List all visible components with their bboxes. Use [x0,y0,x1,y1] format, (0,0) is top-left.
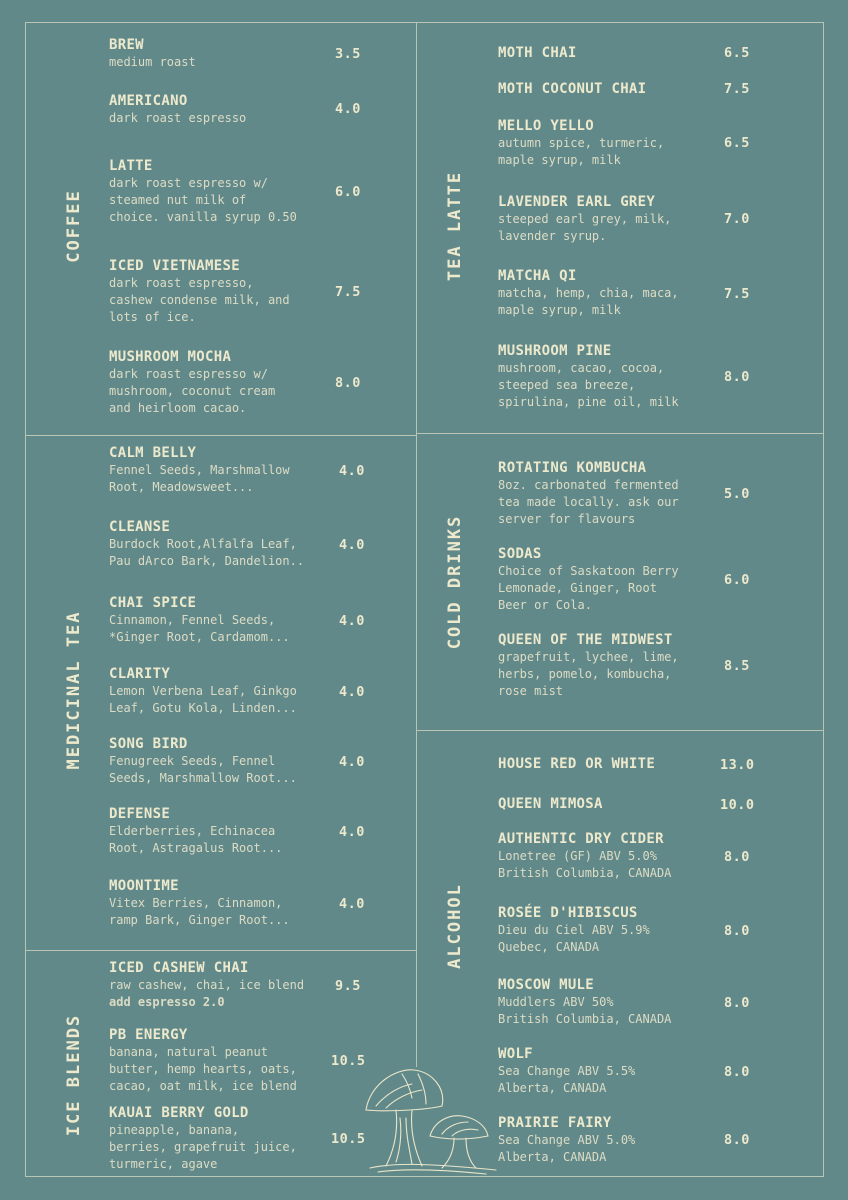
item-price: 3.5 [335,46,361,62]
mushroom-illustration-icon [356,1058,506,1176]
item-price: 8.5 [724,658,750,674]
item-desc: pineapple, banana, berries, grapefruit juice, turmeric, agave [109,1123,297,1171]
item-desc: grapefruit, lychee, lime, herbs, pomelo, kombucha, rose mist [498,650,679,698]
item-desc: Lonetree (GF) ABV 5.0% British Columbia, CANADA [498,849,672,880]
item-desc: dark roast espresso w/ steamed nut milk of choice. vanilla syrup 0.50 [109,176,297,224]
menu-item-defense [109,805,282,857]
menu-item-cleanse [109,518,304,570]
menu-item-iced-cashew-chai [109,959,304,1011]
item-name: DEFENSE [109,806,171,822]
item-name: MELLO YELLO [498,118,595,134]
menu-item-wolf [498,1045,635,1097]
menu-item-calm-belly [109,444,290,496]
item-name: CLEANSE [109,519,171,535]
menu-item-queen-mimosa [498,795,603,813]
item-price: 4.0 [339,754,365,770]
item-name: CLARITY [109,666,171,682]
item-price: 8.0 [724,849,750,865]
divider-tealatte-cold [416,433,823,434]
item-name: LAVENDER EARL GREY [498,194,656,210]
item-desc: Sea Change ABV 5.5% Alberta, CANADA [498,1064,636,1095]
menu-item-moth-coconut-chai [498,80,646,98]
item-desc: mushroom, cacao, cocoa, steeped sea breeze, spirulina, pine oil, milk [498,361,679,409]
item-price: 4.0 [339,684,365,700]
item-desc: banana, natural peanut butter, hemp hearts, oats, cacao, oat milk, ice blend [109,1045,297,1093]
menu-item-mushroom-mocha [109,348,275,417]
menu-item-moscow-mule [498,976,671,1028]
menu-item-house-red-or-white [498,755,655,773]
item-name: CALM BELLY [109,445,197,461]
item-price: 7.5 [724,81,750,97]
menu-item-mushroom-pine [498,342,679,411]
menu-item-lavender-earl-grey [498,193,671,245]
item-price: 4.0 [339,896,365,912]
menu-item-moontime [109,877,290,929]
menu-item-sodas [498,545,679,614]
item-price: 4.0 [339,824,365,840]
item-price: 8.0 [724,1132,750,1148]
item-name: SONG BIRD [109,736,188,752]
menu-item-mello-yello [498,117,664,169]
menu-item-rotating-kombucha [498,459,679,528]
item-name: WOLF [498,1046,533,1062]
item-name: MATCHA QI [498,268,577,284]
item-name: ROSÉE D'HIBISCUS [498,905,638,921]
item-desc: Vitex Berries, Cinnamon, ramp Bark, Ginger Root... [109,896,290,927]
item-desc: Sea Change ABV 5.0% Alberta, CANADA [498,1133,636,1164]
item-desc: raw cashew, chai, ice blend [109,978,305,992]
item-desc: Choice of Saskatoon Berry Lemonade, Ginger, Root Beer or Cola. [498,564,679,612]
item-price: 6.5 [724,45,750,61]
menu-item-clarity [109,665,297,717]
item-price: 4.0 [339,537,365,553]
item-price: 10.5 [331,1053,366,1069]
item-add-on [109,994,304,1011]
item-price: 8.0 [724,923,750,939]
section-alcohol-title: ALCOHOL [445,883,465,969]
item-name: PRAIRIE FAIRY [498,1115,612,1131]
menu-item-matcha-qi [498,267,679,319]
item-price: 6.0 [335,184,361,200]
item-name: CHAI SPICE [109,595,197,611]
menu-item-americano [109,92,246,127]
item-name: MOSCOW MULE [498,977,595,993]
item-desc: autumn spice, turmeric, maple syrup, milk [498,136,665,167]
item-desc: Dieu du Ciel ABV 5.9% Quebec, CANADA [498,923,650,954]
item-desc: 8oz. carbonated fermented tea made locally. ask our server for flavours [498,478,679,526]
divider-medicinal-iceblends [25,950,416,951]
menu-item-brew [109,36,196,71]
divider-cold-alcohol [416,730,823,731]
item-price: 9.5 [335,978,361,994]
menu-item-moth-chai [498,44,577,62]
section-cold-drinks-title: COLD DRINKS [445,514,465,650]
menu-item-rosee-dhibiscus [498,904,650,956]
item-desc: medium roast [109,55,196,69]
item-price: 4.0 [335,101,361,117]
item-price: 7.5 [335,284,361,300]
divider-coffee-medicinal [25,435,416,436]
item-desc: Cinnamon, Fennel Seeds, *Ginger Root, Cardamom... [109,613,290,644]
section-ice-blends-title: ICE BLENDS [64,1013,84,1137]
item-price: 6.0 [724,572,750,588]
item-desc: Elderberries, Echinacea Root, Astragalus Root... [109,824,283,855]
item-name: MUSHROOM MOCHA [109,349,232,365]
item-name: AMERICANO [109,93,188,109]
menu-item-song-bird [109,735,297,787]
item-desc: Muddlers ABV 50% British Columbia, CANADA [498,995,672,1026]
item-price: 13.0 [720,757,755,773]
item-name: LATTE [109,158,153,174]
item-name: MOTH COCONUT CHAI [498,81,647,97]
item-name: HOUSE RED OR WHITE [498,756,656,772]
item-price: 4.0 [339,463,365,479]
add-on-text: add espresso 2.0 [109,995,225,1009]
item-name: ICED VIETNAMESE [109,258,240,274]
menu-item-authentic-dry-cider [498,830,671,882]
item-price: 8.0 [724,995,750,1011]
item-name: AUTHENTIC DRY CIDER [498,831,664,847]
item-name: MOONTIME [109,878,179,894]
section-tea-latte-title: TEA LATTE [445,170,465,282]
item-desc: matcha, hemp, chia, maca, maple syrup, milk [498,286,679,317]
item-price: 10.5 [331,1131,366,1147]
item-name: KAUAI BERRY GOLD [109,1105,249,1121]
menu-item-queen-of-the-midwest [498,631,679,700]
section-medicinal-tea-title: MEDICINAL TEA [64,610,84,770]
item-desc: Fenugreek Seeds, Fennel Seeds, Marshmallow Root... [109,754,297,785]
menu-item-iced-vietnamese [109,257,290,326]
item-name: MUSHROOM PINE [498,343,612,359]
item-desc: Fennel Seeds, Marshmallow Root, Meadowsweet... [109,463,290,494]
item-desc: steeped earl grey, milk, lavender syrup. [498,212,672,243]
column-divider [416,22,417,1067]
item-price: 8.0 [724,1064,750,1080]
item-name: ROTATING KOMBUCHA [498,460,647,476]
item-desc: Lemon Verbena Leaf, Ginkgo Leaf, Gotu Kola, Linden... [109,684,297,715]
section-coffee-title: COFFEE [64,189,84,263]
menu-item-latte [109,157,297,226]
item-price: 10.0 [720,797,755,813]
item-name: ICED CASHEW CHAI [109,960,249,976]
item-name: QUEEN MIMOSA [498,796,603,812]
menu-item-kauai-berry-gold [109,1104,297,1173]
item-desc: dark roast espresso, cashew condense milk, and lots of ice. [109,276,290,324]
item-name: QUEEN OF THE MIDWEST [498,632,673,648]
menu-item-prairie-fairy [498,1114,635,1166]
menu-item-pb-energy [109,1026,297,1095]
item-desc: dark roast espresso [109,111,247,125]
item-name: PB ENERGY [109,1027,188,1043]
item-desc: Burdock Root,Alfalfa Leaf, Pau dArco Bark, Dandelion.. [109,537,305,568]
item-desc: dark roast espresso w/ mushroom, coconut cream and heirloom cacao. [109,367,276,415]
item-price: 8.0 [724,369,750,385]
menu-item-chai-spice [109,594,290,646]
item-name: MOTH CHAI [498,45,577,61]
item-name: BREW [109,37,144,53]
item-price: 8.0 [335,375,361,391]
item-price: 5.0 [724,486,750,502]
item-price: 7.5 [724,286,750,302]
item-price: 6.5 [724,135,750,151]
item-price: 7.0 [724,211,750,227]
item-name: SODAS [498,546,542,562]
item-price: 4.0 [339,613,365,629]
